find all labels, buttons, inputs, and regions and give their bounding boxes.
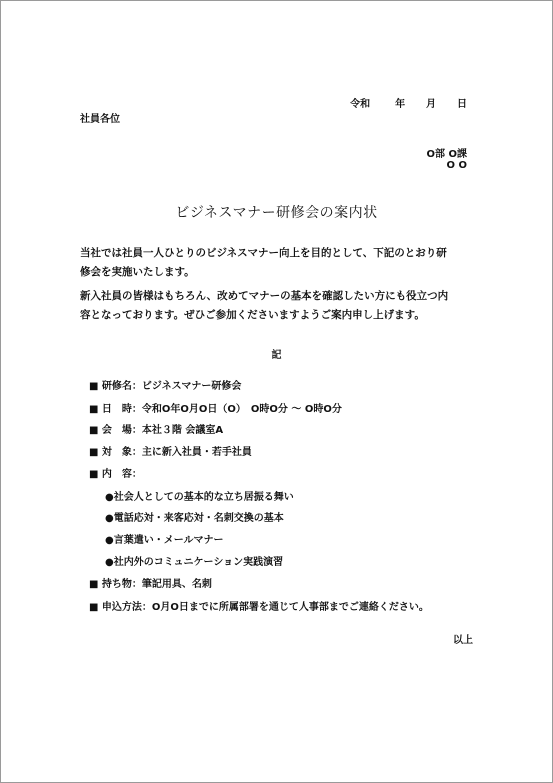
closing-ijou: 以上 <box>453 635 473 646</box>
list-item: ■ 会 場：本社３階 会議室A <box>89 425 224 436</box>
recipient: 社員各位 <box>80 114 120 125</box>
date-month: 月 <box>426 99 437 110</box>
list-item: ■ 申込方法：O月O日までに所属部署を通じて人事部までご連絡ください。 <box>89 602 429 613</box>
body-line: 当社では社員一人ひとりのビジネスマナー向上を目的として、下記のとおり研 <box>80 247 447 259</box>
content-item: ●社内外のコミュニケーション実践演習 <box>105 557 284 568</box>
body-line: 修会を実施いたします。 <box>80 266 195 278</box>
document-title: ビジネスマナー研修会の案内状 <box>175 205 378 221</box>
list-item: ■ 内 容： <box>89 469 142 480</box>
list-item: ■ 研修名：ビジネスマナー研修会 <box>89 381 242 392</box>
body-line: 容となっております。ぜひご参加くださいますようご案内申し上げます。 <box>80 309 425 321</box>
body-paragraph-1 <box>80 244 447 282</box>
date-day: 日 <box>457 99 467 110</box>
content-item: ●社会人としての基本的な立ち居振る舞い <box>105 492 294 503</box>
sender-department: O部 O課 <box>426 149 467 160</box>
date-line <box>350 95 467 110</box>
date-era: 令和 <box>350 99 371 110</box>
content-item: ●言葉遣い・メールマナー <box>105 535 224 546</box>
body-paragraph-2 <box>80 287 448 325</box>
date-year: 年 <box>395 99 406 110</box>
body-line: 新入社員の皆様はもちろん、改めてマナーの基本を確認したい方にも役立つ内 <box>80 290 449 302</box>
list-item: ■ 日 時：令和O年O月O日（O） O時O分 ～ O時O分 <box>89 404 342 415</box>
list-item: ■ 対 象：主に新入社員・若手社員 <box>89 447 252 458</box>
list-item: ■ 持ち物：筆記用具、名刺 <box>89 579 212 590</box>
ki-heading: 記 <box>271 350 282 361</box>
sender-name: O O <box>446 160 467 171</box>
content-item: ●電話応対・来客応対・名刺交換の基本 <box>105 513 284 524</box>
